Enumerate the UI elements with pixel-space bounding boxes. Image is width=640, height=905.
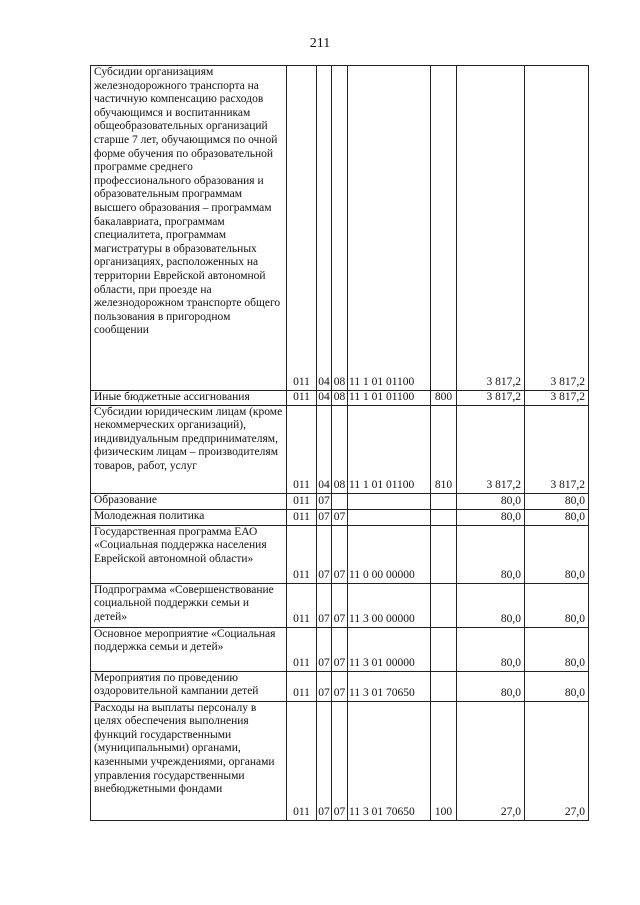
subsection-code [332,493,348,509]
target-article: 11 1 01 01100 [348,66,431,391]
amount-year-1: 3 817,2 [457,405,525,493]
section-code: 07 [317,671,332,701]
amount-year-1: 3 817,2 [457,66,525,391]
row-name: Субсидии организациям железнодорожного транспорта на частичную компенсацию расходов обучающимся и воспитанникам общеобразовательных организаций старше 7 лет, обучающимся по очной форме обучения по образовательной программе среднего профессионального образования и образовательным программам высшего образования – программам бакалавриата, программам специалитета, программам магистратуры в образовательных организациях, расположенных на территории Еврейской автономной области, при проезде на железнодорожном транспорте общего пользования в пригородном сообщении [91,66,287,391]
target-article: 11 3 00 00000 [348,583,431,627]
subsection-code: 07 [332,583,348,627]
amount-year-1: 80,0 [457,509,525,525]
target-article: 11 0 00 00000 [348,525,431,583]
section-code: 07 [317,525,332,583]
expense-type: 810 [431,405,457,493]
amount-year-1: 80,0 [457,525,525,583]
amount-year-1: 3 817,2 [457,391,525,406]
subsection-code: 07 [332,701,348,820]
amount-year-2: 80,0 [525,627,589,671]
target-article: 11 1 01 01100 [348,391,431,406]
target-article: 11 3 01 00000 [348,627,431,671]
ministry-code: 011 [287,525,317,583]
expense-type [431,671,457,701]
table-row [91,627,589,671]
row-name: Мероприятия по проведению оздоровительной кампании детей [91,671,287,701]
row-name: Образование [91,493,287,509]
amount-year-1: 80,0 [457,627,525,671]
amount-year-2: 80,0 [525,493,589,509]
section-code: 07 [317,701,332,820]
amount-year-2: 3 817,2 [525,66,589,391]
table-row [91,525,589,583]
subsection-code: 08 [332,391,348,406]
row-name: Подпрограмма «Совершенствование социальной поддержки семьи и детей» [91,583,287,627]
subsection-code: 08 [332,405,348,493]
target-article [348,493,431,509]
section-code: 07 [317,509,332,525]
subsection-code: 07 [332,525,348,583]
budget-table [90,65,589,821]
expense-type [431,525,457,583]
amount-year-2: 80,0 [525,509,589,525]
ministry-code: 011 [287,405,317,493]
table-row [91,509,589,525]
ministry-code: 011 [287,509,317,525]
ministry-code: 011 [287,391,317,406]
target-article [348,509,431,525]
ministry-code: 011 [287,583,317,627]
expense-type [431,583,457,627]
section-code: 07 [317,583,332,627]
target-article: 11 3 01 70650 [348,671,431,701]
amount-year-2: 80,0 [525,671,589,701]
subsection-code: 08 [332,66,348,391]
ministry-code: 011 [287,671,317,701]
table-row [91,66,589,391]
row-name: Расходы на выплаты персоналу в целях обеспечения выполнения функций государственными (муниципальными) органами, казенными учреждениями, органами управления государственными внебюджетными фондами [91,701,287,820]
target-article: 11 3 01 70650 [348,701,431,820]
ministry-code: 011 [287,701,317,820]
page-number: 211 [309,36,331,51]
ministry-code: 011 [287,493,317,509]
amount-year-2: 80,0 [525,525,589,583]
section-code: 04 [317,405,332,493]
row-name: Молодежная политика [91,509,287,525]
section-code: 04 [317,391,332,406]
amount-year-2: 80,0 [525,583,589,627]
amount-year-1: 80,0 [457,583,525,627]
ministry-code: 011 [287,627,317,671]
table-row [91,701,589,820]
amount-year-2: 3 817,2 [525,405,589,493]
expense-type [431,493,457,509]
subsection-code: 07 [332,627,348,671]
amount-year-2: 27,0 [525,701,589,820]
expense-type [431,627,457,671]
row-name: Иные бюджетные ассигнования [91,391,287,406]
expense-type: 100 [431,701,457,820]
section-code: 07 [317,493,332,509]
expense-type [431,509,457,525]
amount-year-1: 27,0 [457,701,525,820]
target-article: 11 1 01 01100 [348,405,431,493]
expense-type [431,66,457,391]
table-row [91,405,589,493]
table-row [91,391,589,406]
section-code: 07 [317,627,332,671]
subsection-code: 07 [332,671,348,701]
ministry-code: 011 [287,66,317,391]
amount-year-1: 80,0 [457,671,525,701]
row-name: Государственная программа ЕАО «Социальная поддержка населения Еврейской автономной области» [91,525,287,583]
table-row [91,493,589,509]
table-row [91,671,589,701]
amount-year-2: 3 817,2 [525,391,589,406]
row-name: Субсидии юридическим лицам (кроме некоммерческих организаций), индивидуальным предпринимателям, физическим лицам – производителям товаров, работ, услуг [91,405,287,493]
budget-table-body [91,66,589,821]
subsection-code: 07 [332,509,348,525]
amount-year-1: 80,0 [457,493,525,509]
section-code: 04 [317,66,332,391]
expense-type: 800 [431,391,457,406]
table-row [91,583,589,627]
row-name: Основное мероприятие «Социальная поддержка семьи и детей» [91,627,287,671]
